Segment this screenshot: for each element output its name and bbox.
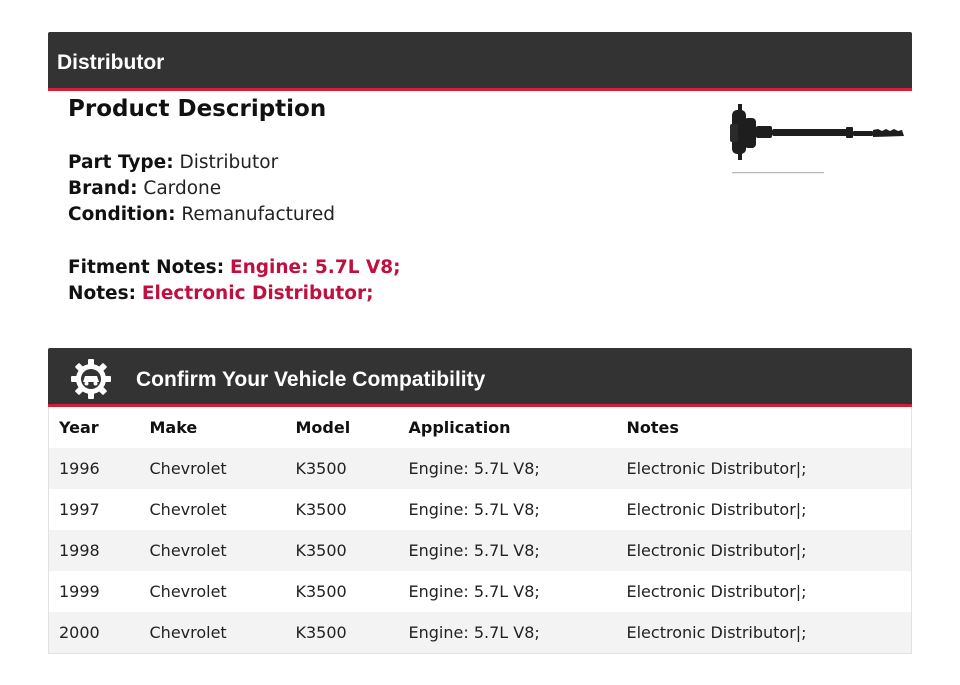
notes-label: Notes: [68,283,136,304]
product-title: Distributor [57,51,165,74]
year-cell: 1999 [59,582,100,601]
model-cell: K3500 [295,582,347,601]
compatibility-title: Confirm Your Vehicle Compatibility [136,368,486,391]
table-row [49,612,912,654]
notes-cell: Electronic Distributor|; [626,459,807,478]
year-cell: 1997 [59,500,100,519]
part-type-label: Part Type: [68,152,174,173]
column-header-make: Make [140,407,286,448]
model-cell: K3500 [295,623,347,642]
make-cell: Chevrolet [149,459,227,478]
product-title-banner [48,32,912,91]
compatibility-table [48,407,912,654]
fitment-notes-value: Engine: 5.7L V8; [229,257,401,278]
notes-cell: Electronic Distributor|; [626,500,807,519]
make-cell: Chevrolet [149,541,227,560]
column-header-model: Model [286,407,399,448]
make-cell: Chevrolet [149,582,227,601]
model-cell: K3500 [295,459,347,478]
table-header-row [49,407,912,448]
compatibility-banner [48,348,912,407]
column-header-year: Year [49,407,140,448]
fitment-notes-line [68,257,401,278]
model-cell: K3500 [295,541,347,560]
notes-value: Electronic Distributor; [141,283,374,304]
brand-label: Brand: [68,178,138,199]
part-type-value: Distributor [179,152,279,173]
table-row [49,448,912,489]
product-image [726,100,910,180]
notes-cell: Electronic Distributor|; [626,623,807,642]
condition-line [68,204,335,225]
fitment-notes-label: Fitment Notes: [68,257,225,278]
application-cell: Engine: 5.7L V8; [408,623,540,642]
year-cell: 2000 [59,623,100,642]
year-cell: 1996 [59,459,100,478]
make-cell: Chevrolet [149,500,227,519]
application-cell: Engine: 5.7L V8; [408,582,540,601]
model-cell: K3500 [295,500,347,519]
table-row [49,489,912,530]
image-caption-line [732,172,824,173]
notes-line [68,283,373,304]
notes-cell: Electronic Distributor|; [626,541,807,560]
condition-value: Remanufactured [181,204,335,225]
application-cell: Engine: 5.7L V8; [408,541,540,560]
condition-label: Condition: [68,204,176,225]
column-header-application: Application [399,407,617,448]
application-cell: Engine: 5.7L V8; [408,500,540,519]
notes-cell: Electronic Distributor|; [626,582,807,601]
part-type-line [68,152,278,173]
year-cell: 1998 [59,541,100,560]
product-description-heading: Product Description [68,96,327,122]
brand-line [68,178,221,199]
gear-car-icon [68,356,114,402]
column-header-notes: Notes [617,407,912,448]
distributor-illustration [730,104,904,160]
table-row [49,571,912,612]
brand-value: Cardone [143,178,222,199]
table-row [49,530,912,571]
application-cell: Engine: 5.7L V8; [408,459,540,478]
make-cell: Chevrolet [149,623,227,642]
